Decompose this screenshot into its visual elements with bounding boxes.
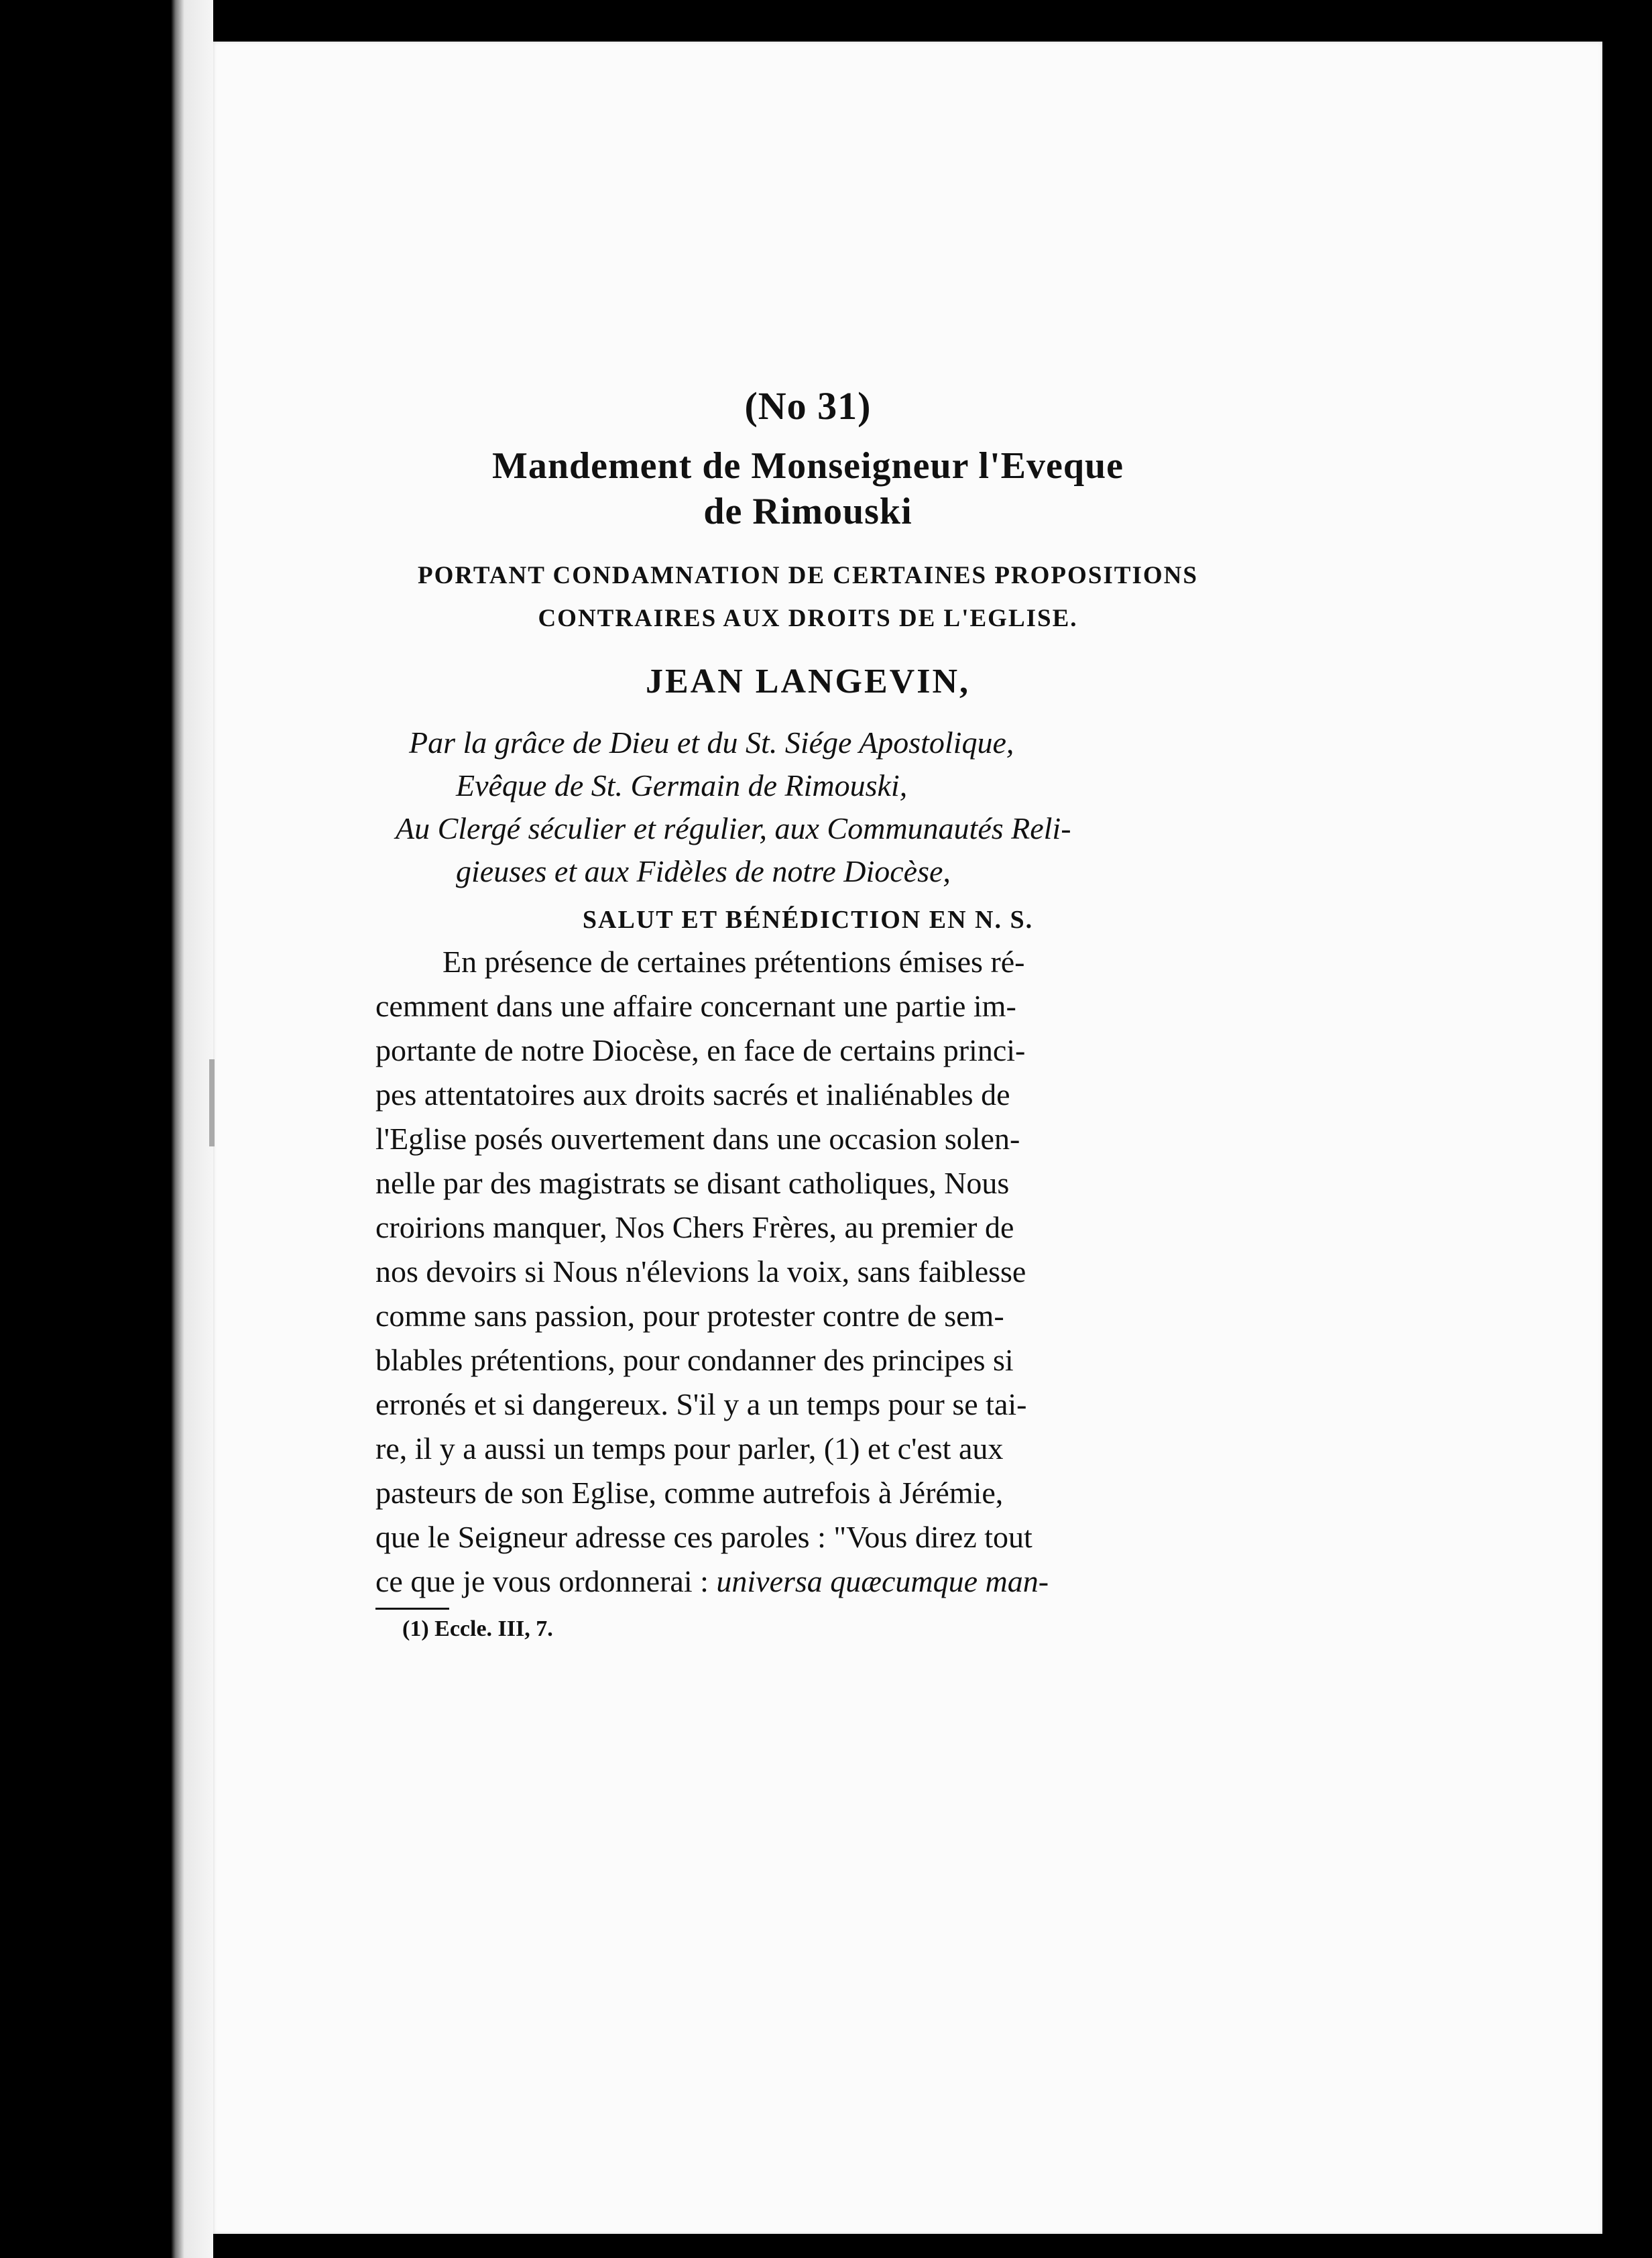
address-block — [375, 721, 1240, 893]
body-line: croirions manquer, Nos Chers Frères, au premier de — [375, 1210, 1014, 1244]
body-line: comme sans passion, pour protester contre de sem- — [375, 1299, 1004, 1333]
body-line-plain: ce que je vous ordonnerai : — [375, 1564, 717, 1598]
subtitle-line: CONTRAIRES AUX DROITS DE L'EGLISE. — [538, 605, 1078, 632]
page-content — [375, 375, 1240, 1642]
document-subtitle — [375, 554, 1240, 640]
body-line: que le Seigneur adresse ces paroles : "Vous direz tout — [375, 1520, 1032, 1554]
body-line-latin: universa quæcumque man- — [716, 1564, 1049, 1598]
body-line: En présence de certaines prétentions émises ré- — [442, 945, 1025, 979]
scan-edge-mark — [209, 1059, 215, 1146]
address-line: Au Clergé séculier et régulier, aux Communautés Reli- — [396, 811, 1071, 845]
address-line: gieuses et aux Fidèles de notre Diocèse, — [456, 854, 951, 888]
body-line: blables prétentions, pour condanner des principes si — [375, 1343, 1014, 1377]
document-number: (No 31) — [744, 384, 872, 428]
body-line: pasteurs de son Eglise, comme autrefois à Jérémie, — [375, 1476, 1004, 1510]
author-name: JEAN LANGEVIN, — [645, 662, 971, 701]
body-line: l'Eglise posés ouvertement dans une occasion solen- — [375, 1122, 1020, 1156]
footnote-rule — [375, 1608, 449, 1610]
title-line: de Rimouski — [703, 491, 912, 532]
footnote: (1) Eccle. III, 7. — [402, 1616, 553, 1641]
subtitle-line: PORTANT CONDAMNATION DE CERTAINES PROPOSITIONS — [418, 562, 1198, 589]
body-line: cemment dans une affaire concernant une partie im- — [375, 989, 1016, 1023]
address-line: Par la grâce de Dieu et du St. Siége Apostolique, — [409, 725, 1014, 760]
scan-left-border — [0, 0, 213, 2258]
body-line: pes attentatoires aux droits sacrés et inaliénables de — [375, 1077, 1010, 1112]
body-line: re, il y a aussi un temps pour parler, (1) et c'est aux — [375, 1431, 1004, 1466]
body-line: nelle par des magistrats se disant catholiques, Nous — [375, 1166, 1010, 1200]
body-line-last — [375, 1559, 1240, 1604]
address-line: Evêque de St. Germain de Rimouski, — [456, 768, 908, 803]
scan-right-border — [1602, 0, 1652, 2258]
body-paragraph — [375, 940, 1240, 1604]
body-line: erronés et si dangereux. S'il y a un temps pour se tai- — [375, 1387, 1027, 1421]
salutation: SALUT ET BÉNÉDICTION EN N. S. — [582, 906, 1034, 934]
title-line: Mandement de Monseigneur l'Eveque — [492, 445, 1124, 487]
document-title — [375, 443, 1240, 534]
body-line: portante de notre Diocèse, en face de certains princi- — [375, 1033, 1026, 1067]
body-line: nos devoirs si Nous n'élevions la voix, sans faiblesse — [375, 1254, 1026, 1289]
